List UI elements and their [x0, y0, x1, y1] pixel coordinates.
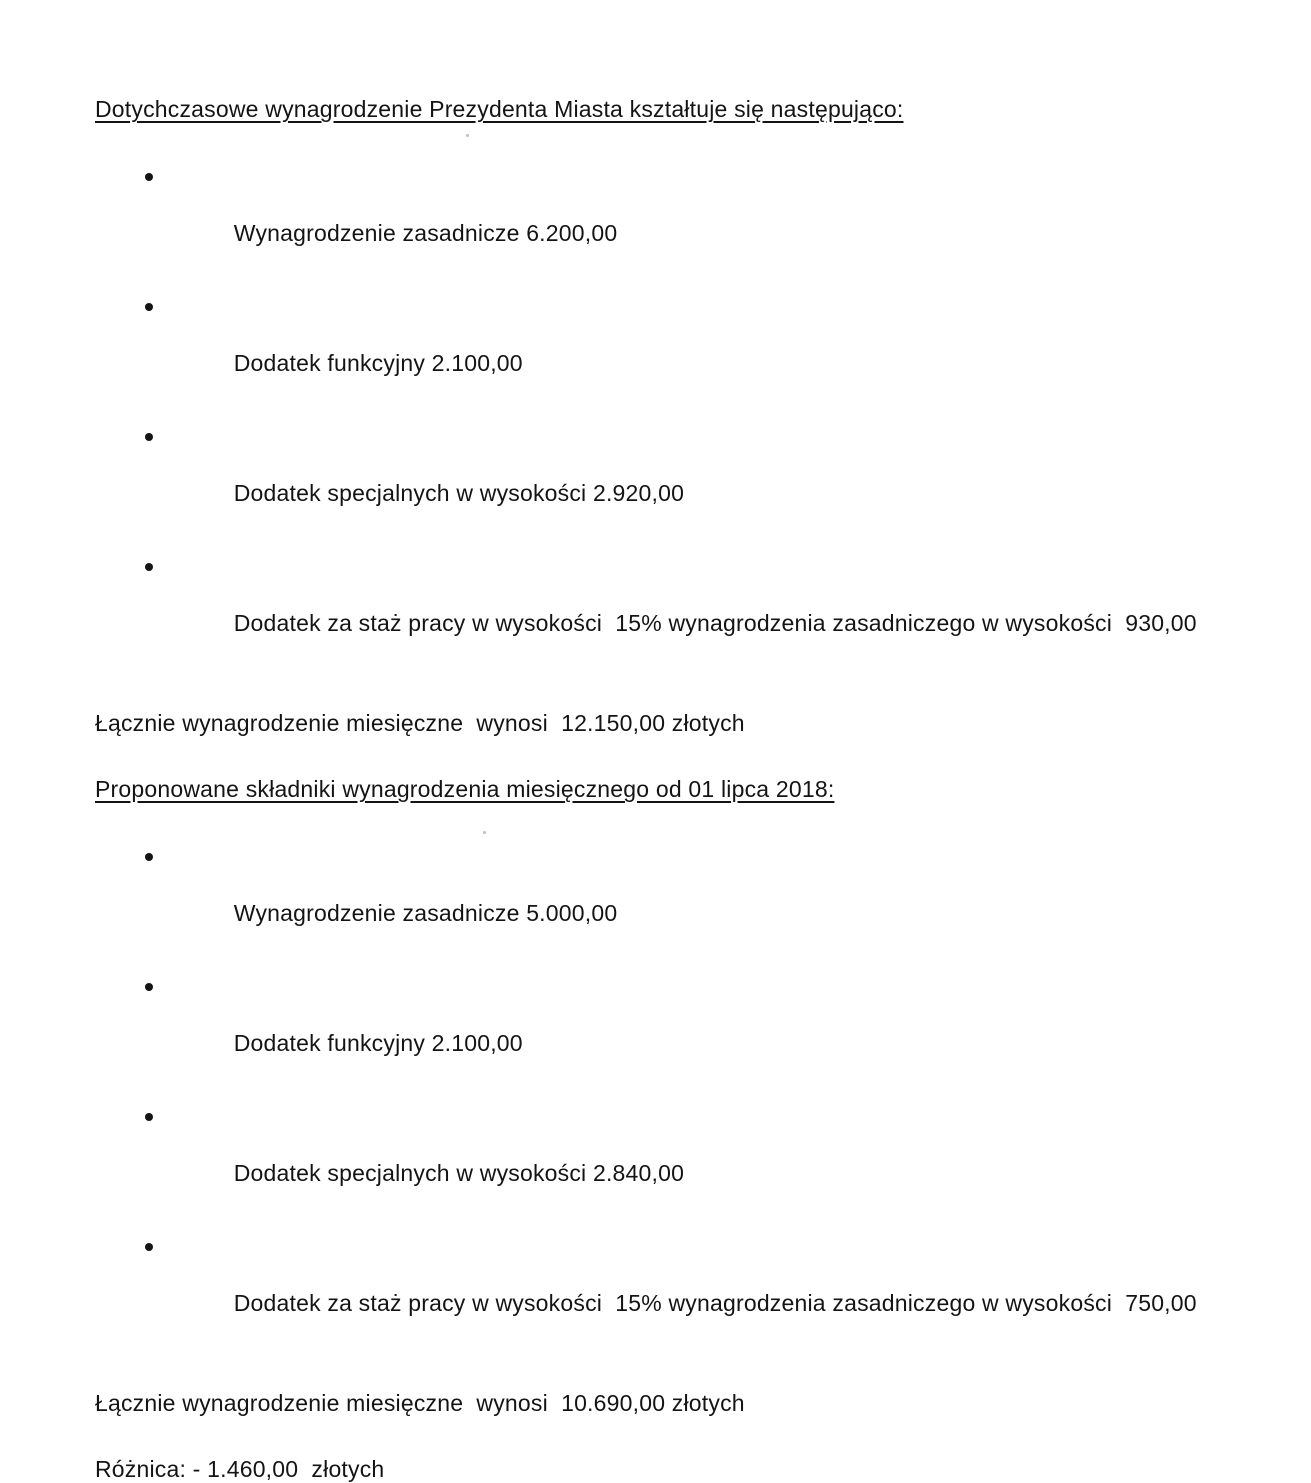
- scan-artifact-dot: [483, 831, 486, 834]
- list-item-text: Dodatek specjalnych w wysokości 2.840,00: [233, 1160, 685, 1186]
- list-item: [145, 1233, 1271, 1345]
- list-item: [145, 553, 1271, 665]
- list-item-text: Dodatek funkcyjny 2.100,00: [233, 1030, 523, 1056]
- list-item: [145, 293, 1271, 405]
- list-item: [145, 1103, 1271, 1215]
- bullet-icon: [145, 433, 153, 441]
- document-body: [95, 95, 1271, 1483]
- proposed-total-line: Łącznie wynagrodzenie miesięczne wynosi 10.690,00 złotych: [95, 1390, 745, 1416]
- list-item: [145, 843, 1271, 955]
- bullet-icon: [145, 303, 153, 311]
- list-item: [145, 423, 1271, 535]
- list-item-text: Dodatek za staż pracy w wysokości 15% wynagrodzenia zasadniczego w wysokości 930,00: [233, 610, 1197, 636]
- current-salary-heading: Dotychczasowe wynagrodzenie Prezydenta Miasta kształtuje się następująco:: [95, 96, 904, 122]
- list-item-text: Dodatek za staż pracy w wysokości 15% wynagrodzenia zasadniczego w wysokości 750,00: [233, 1290, 1197, 1316]
- bullet-icon: [145, 853, 153, 861]
- bullet-icon: [145, 563, 153, 571]
- list-item-text: Wynagrodzenie zasadnicze 6.200,00: [233, 220, 618, 246]
- difference-line: Różnica: - 1.460,00 złotych: [95, 1456, 385, 1482]
- list-item-text: Wynagrodzenie zasadnicze 5.000,00: [233, 900, 618, 926]
- list-item: [145, 973, 1271, 1085]
- current-salary-list: [145, 163, 1271, 665]
- scan-artifact-dot: [466, 134, 469, 137]
- bullet-icon: [145, 983, 153, 991]
- bullet-icon: [145, 1243, 153, 1251]
- proposed-salary-heading: Proponowane składniki wynagrodzenia miesięcznego od 01 lipca 2018:: [95, 776, 835, 802]
- list-item-text: Dodatek funkcyjny 2.100,00: [233, 350, 523, 376]
- current-total-line: Łącznie wynagrodzenie miesięczne wynosi 12.150,00 złotych: [95, 710, 745, 736]
- bullet-icon: [145, 1113, 153, 1121]
- list-item-text: Dodatek specjalnych w wysokości 2.920,00: [233, 480, 685, 506]
- list-item: [145, 163, 1271, 275]
- proposed-salary-list: [145, 843, 1271, 1345]
- bullet-icon: [145, 173, 153, 181]
